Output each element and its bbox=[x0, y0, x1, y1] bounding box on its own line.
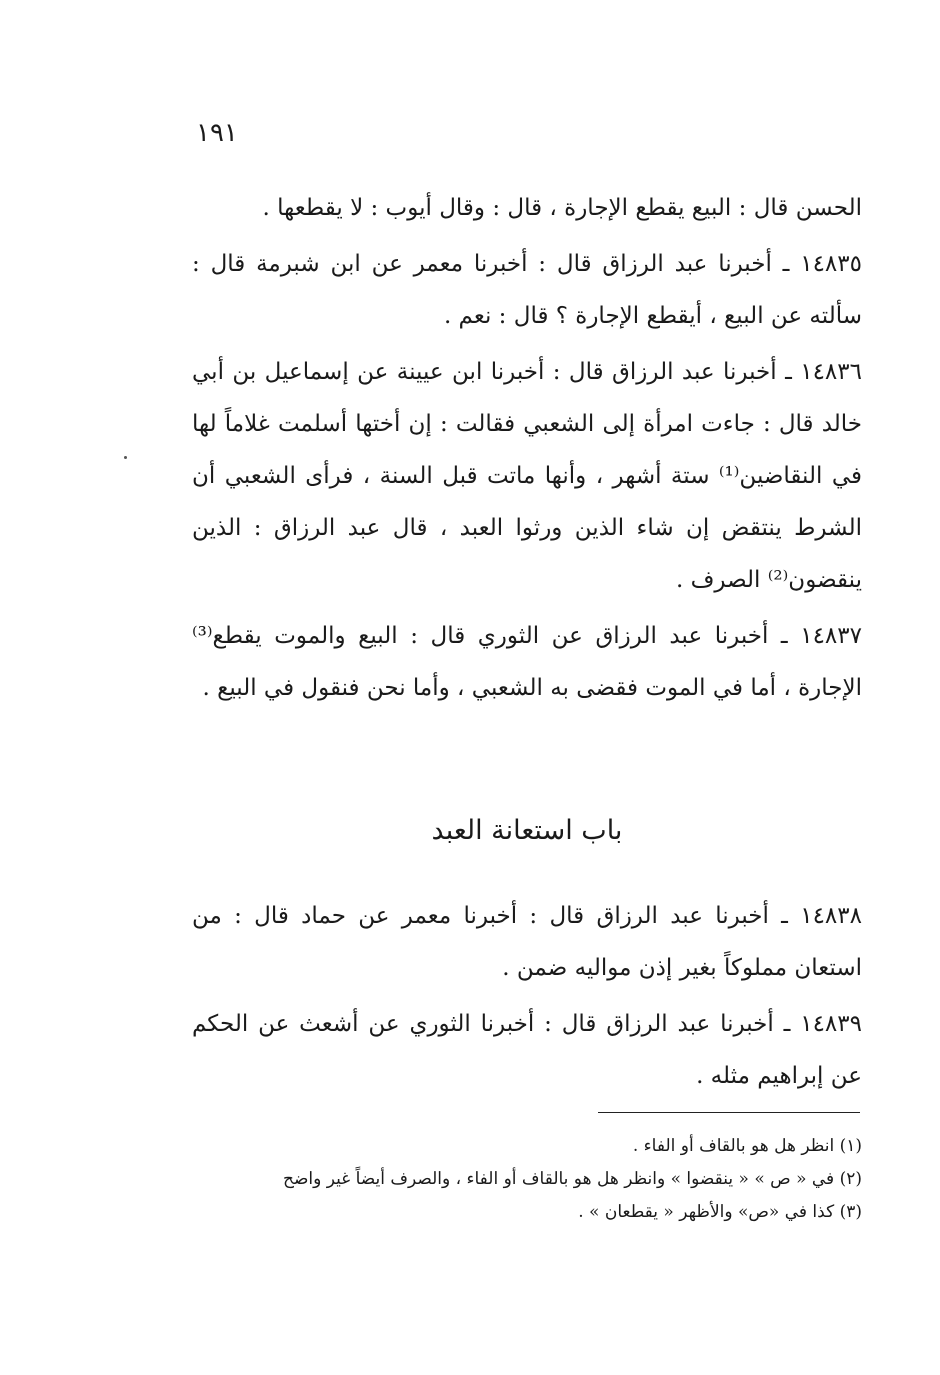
section-heading: باب استعانة العبد bbox=[431, 815, 623, 846]
hadith-14837: ١٤٨٣٧ ـ أخبرنا عبد الرزاق عن الثوري قال : البيع والموت يقطع⁽³⁾ الإجارة ، أما في الموت فقضى به الشعبي ، وأما نحن فنقول في البيع . bbox=[192, 623, 862, 701]
hadith-14838: ١٤٨٣٨ ـ أخبرنا عبد الرزاق قال : أخبرنا معمر عن حماد قال : من استعان مملوكاً بغير إذن مواليه ضمن . bbox=[192, 903, 862, 981]
body-text-top bbox=[192, 182, 862, 714]
stray-ink-dot bbox=[124, 456, 127, 459]
paragraph-continuation: الحسن قال : البيع يقطع الإجارة ، قال : وقال أيوب : لا يقطعها . bbox=[262, 195, 862, 221]
footnote-2: (٢) في « ص » « ينقضوا » وانظر هل هو بالقاف أو الفاء ، والصرف أيضاً غير واضح bbox=[283, 1169, 862, 1189]
footnote-3: (٣) كذا في «ص» والأظهر « يقطعان » . bbox=[578, 1202, 862, 1222]
hadith-14835: ١٤٨٣٥ ـ أخبرنا عبد الرزاق قال : أخبرنا معمر عن ابن شبرمة قال : سألته عن البيع ، أيقطع الإجارة ؟ قال : نعم . bbox=[192, 251, 862, 329]
body-text-bottom bbox=[192, 890, 862, 1102]
footnote-1: (١) انظر هل هو بالقاف أو الفاء . bbox=[632, 1136, 862, 1156]
hadith-14839: ١٤٨٣٩ ـ أخبرنا عبد الرزاق قال : أخبرنا الثوري عن أشعث عن الحكم عن إبراهيم مثله . bbox=[192, 1011, 862, 1089]
footnotes bbox=[192, 1130, 862, 1229]
hadith-14836: ١٤٨٣٦ ـ أخبرنا عبد الرزاق قال : أخبرنا ابن عيينة عن إسماعيل بن أبي خالد قال : جاءت امرأة إلى الشعبي فقالت : إن أختها أسلمت غلاماً لها في النقاضين⁽¹⁾ ستة أشهر ، وأنها ماتت قبل السنة ، فرأى الشعبي أن الشرط ينتقض إن شاء الذين ورثوا العبد ، قال عبد الرزاق : الذين ينقضون⁽²⁾ الصرف . bbox=[192, 359, 862, 593]
page-number: ١٩١ bbox=[196, 118, 238, 148]
footnote-divider bbox=[598, 1112, 860, 1113]
